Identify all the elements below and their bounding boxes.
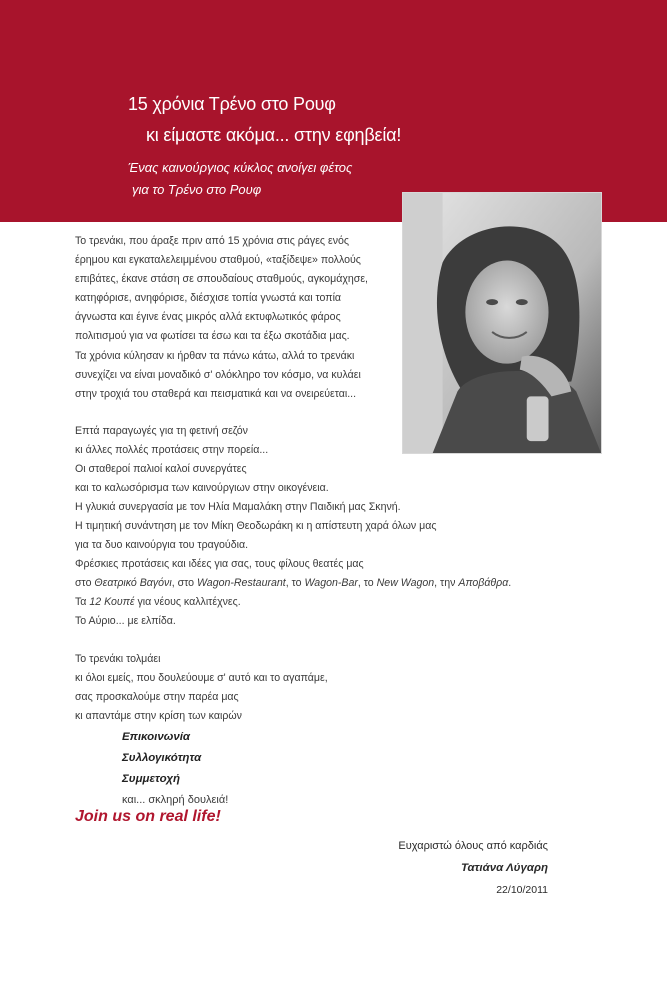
text-fragment: για νέους καλλιτέχνες. <box>134 596 241 608</box>
text-line: κατηφόρισε, ανηφόρισε, διέσχισε τοπία γνωστά και τοπία <box>75 292 342 304</box>
signature-thanks: Ευχαριστώ όλους από καρδιάς <box>398 840 548 852</box>
text-line: Το Αύριο... με ελπίδα. <box>75 615 176 627</box>
slogan: Join us on real life! <box>75 808 221 825</box>
venue-platform: Αποβάθρα <box>458 577 509 589</box>
venue-wagon-restaurant: Wagon-Restaurant <box>197 577 286 589</box>
text-line: στην τροχιά του σταθερά και πεισματικά και να ονειρεύεται... <box>75 388 357 400</box>
text-line: Φρέσκιες προτάσεις και ιδέες για σας, τους φίλους θεατές μας <box>75 558 364 570</box>
text-line: Το τρενάκι, που άραξε πριν από 15 χρόνια στις ράγες ενός <box>75 235 349 247</box>
coupes-line <box>75 593 511 612</box>
text-fragment: . <box>508 577 512 589</box>
values-list <box>122 727 228 811</box>
text-fragment: Τα <box>75 596 90 608</box>
text-fragment: , στο <box>171 577 197 589</box>
text-line: άγνωστα και έγινε ένας μικρός αλλά εκτυφλωτικός φάρος <box>75 311 341 323</box>
text-line: συνεχίζει να είναι μοναδικό σ' ολόκληρο τον κόσμο, να κυλάει <box>75 369 361 381</box>
page-title-line-1: 15 χρόνια Τρένο στο Ρουφ <box>128 94 336 114</box>
page-subtitle-line-1: Ένας καινούργιος κύκλος ανοίγει φέτος <box>128 160 353 175</box>
portrait-photo <box>402 192 602 454</box>
value-collectivity: Συλλογικότητα <box>122 752 202 764</box>
text-fragment: , το <box>285 577 305 589</box>
text-fragment: , το <box>357 577 377 589</box>
text-line: κι άλλες πολλές προτάσεις στην πορεία... <box>75 444 269 456</box>
body-paragraph-3 <box>75 422 511 631</box>
page-title-line-2: κι είμαστε ακόμα... στην εφηβεία! <box>146 125 402 145</box>
text-line: και το καλωσόρισμα των καινούργιων στην οικογένεια. <box>75 482 329 494</box>
text-line: Επτά παραγωγές για τη φετινή σεζόν <box>75 425 248 437</box>
venue-12-coupes: 12 Κουπέ <box>89 596 135 608</box>
venue-new-wagon: New Wagon <box>376 577 435 589</box>
text-line: έρημου και εγκαταλελειμμένου σταθμού, «ταξίδεψε» πολλούς <box>75 254 361 266</box>
venues-line <box>75 574 511 593</box>
venue-wagon-bar: Wagon-Bar <box>304 577 358 589</box>
text-fragment: , την <box>434 577 459 589</box>
text-line: σας προσκαλούμε στην παρέα μας <box>75 691 239 703</box>
text-line: Η τιμητική συνάντηση με τον Μίκη Θεοδωράκη κι η απίστευτη χαρά όλων μας <box>75 520 437 532</box>
value-hard-work: και... σκληρή δουλειά! <box>122 794 229 806</box>
text-line: για τα δυο καινούργια του τραγούδια. <box>75 539 249 551</box>
page-subtitle-line-2: για το Τρένο στο Ρουφ <box>132 182 262 197</box>
text-line: κι απαντάμε στην κρίση των καιρών <box>75 710 242 722</box>
body-paragraph-1 <box>75 232 368 346</box>
text-line: Τα χρόνια κύλησαν κι ήρθαν τα πάνω κάτω, αλλά το τρενάκι <box>75 350 355 362</box>
value-communication: Επικοινωνία <box>122 731 191 743</box>
text-line: κι όλοι εμείς, που δουλεύουμε σ' αυτό και το αγαπάμε, <box>75 672 328 684</box>
portrait-photo-icon <box>403 193 601 453</box>
text-line: επιβάτες, έκανε στάση σε σπουδαίους σταθμούς, αγκομάχησε, <box>75 273 368 285</box>
body-paragraph-4 <box>75 650 328 726</box>
text-fragment: στο <box>75 577 95 589</box>
body-paragraph-2 <box>75 347 361 404</box>
venue-theatre-wagon: Θεατρικό Βαγόνι <box>94 577 172 589</box>
signature-name: Τατιάνα Λύγαρη <box>460 862 548 874</box>
text-line: Το τρενάκι τολμάει <box>75 653 161 665</box>
signature-date: 22/10/2011 <box>496 884 548 896</box>
value-participation: Συμμετοχή <box>122 773 181 785</box>
text-line: πολιτισμού για να φωτίσει τα έσω και τα έξω σκοτάδια μας. <box>75 330 350 342</box>
text-line: Η γλυκιά συνεργασία με τον Ηλία Μαμαλάκη στην Παιδική μας Σκηνή. <box>75 501 401 513</box>
text-line: Οι σταθεροί παλιοί καλοί συνεργάτες <box>75 463 247 475</box>
